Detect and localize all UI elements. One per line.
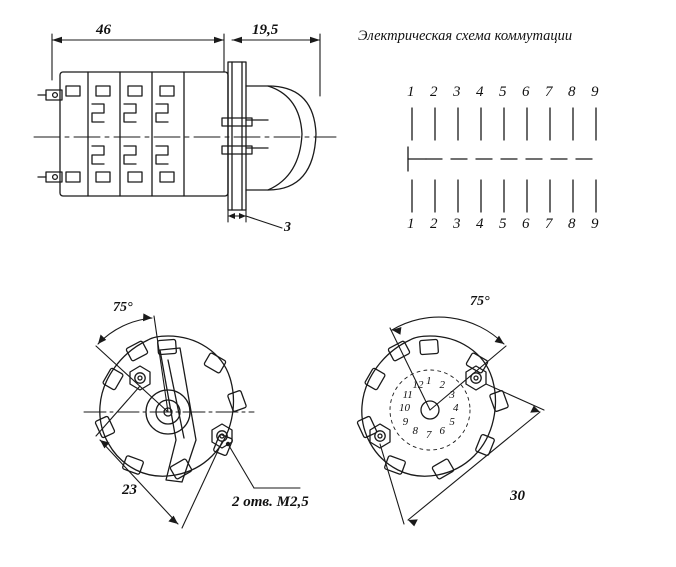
schema-top-number: 7 xyxy=(545,84,553,100)
dimension-label-19-5: 19,5 xyxy=(252,22,279,38)
schema-title: Электрическая схема коммутации xyxy=(358,28,573,44)
dimension-label-3: 3 xyxy=(284,220,291,235)
rear-view-pin-number: 9 xyxy=(402,415,409,428)
rear-view-pin-number: 2 xyxy=(439,378,445,391)
dimension-label-75-right: 75° xyxy=(470,294,490,309)
schema-top-number: 2 xyxy=(430,84,438,100)
rear-view-pin-number: 7 xyxy=(426,429,432,441)
schema-top-number: 4 xyxy=(476,84,484,100)
schema-bottom-number: 7 xyxy=(545,216,553,232)
dimension-label-holes: 2 отв. M2,5 xyxy=(232,494,309,510)
schema-bottom-number: 9 xyxy=(591,216,599,232)
schema-top-number: 6 xyxy=(522,84,530,100)
schema-top-number: 5 xyxy=(499,84,507,100)
schema-bottom-number: 2 xyxy=(430,216,438,232)
rear-view-pin-number: 6 xyxy=(439,425,445,438)
dimension-label-46: 46 xyxy=(96,22,111,38)
rear-view-pin-number: 4 xyxy=(453,402,459,414)
rear-view-pin-number: 3 xyxy=(449,388,455,401)
rear-view-pin-number: 8 xyxy=(412,425,418,438)
schema-top-number: 8 xyxy=(568,84,576,100)
schema-top-number: 1 xyxy=(407,84,415,100)
rear-view-pin-number: 1 xyxy=(426,375,432,387)
dimension-label-23: 23 xyxy=(122,482,137,498)
schema-bottom-number: 4 xyxy=(476,216,484,232)
schema-bottom-number: 5 xyxy=(499,216,507,232)
dimension-label-30: 30 xyxy=(510,488,525,504)
rear-view-pin-number: 10 xyxy=(399,402,410,414)
rear-view-pin-number: 5 xyxy=(449,415,455,428)
dimension-label-75-left: 75° xyxy=(113,300,133,315)
rear-view-pin-number: 11 xyxy=(402,388,413,401)
rear-view-pin-number: 12 xyxy=(412,378,424,391)
schema-bottom-number: 3 xyxy=(453,216,461,232)
schema-top-number: 9 xyxy=(591,84,599,100)
schema-top-number: 3 xyxy=(453,84,461,100)
schema-bottom-number: 8 xyxy=(568,216,576,232)
schema-bottom-number: 1 xyxy=(407,216,415,232)
schema-bottom-number: 6 xyxy=(522,216,530,232)
